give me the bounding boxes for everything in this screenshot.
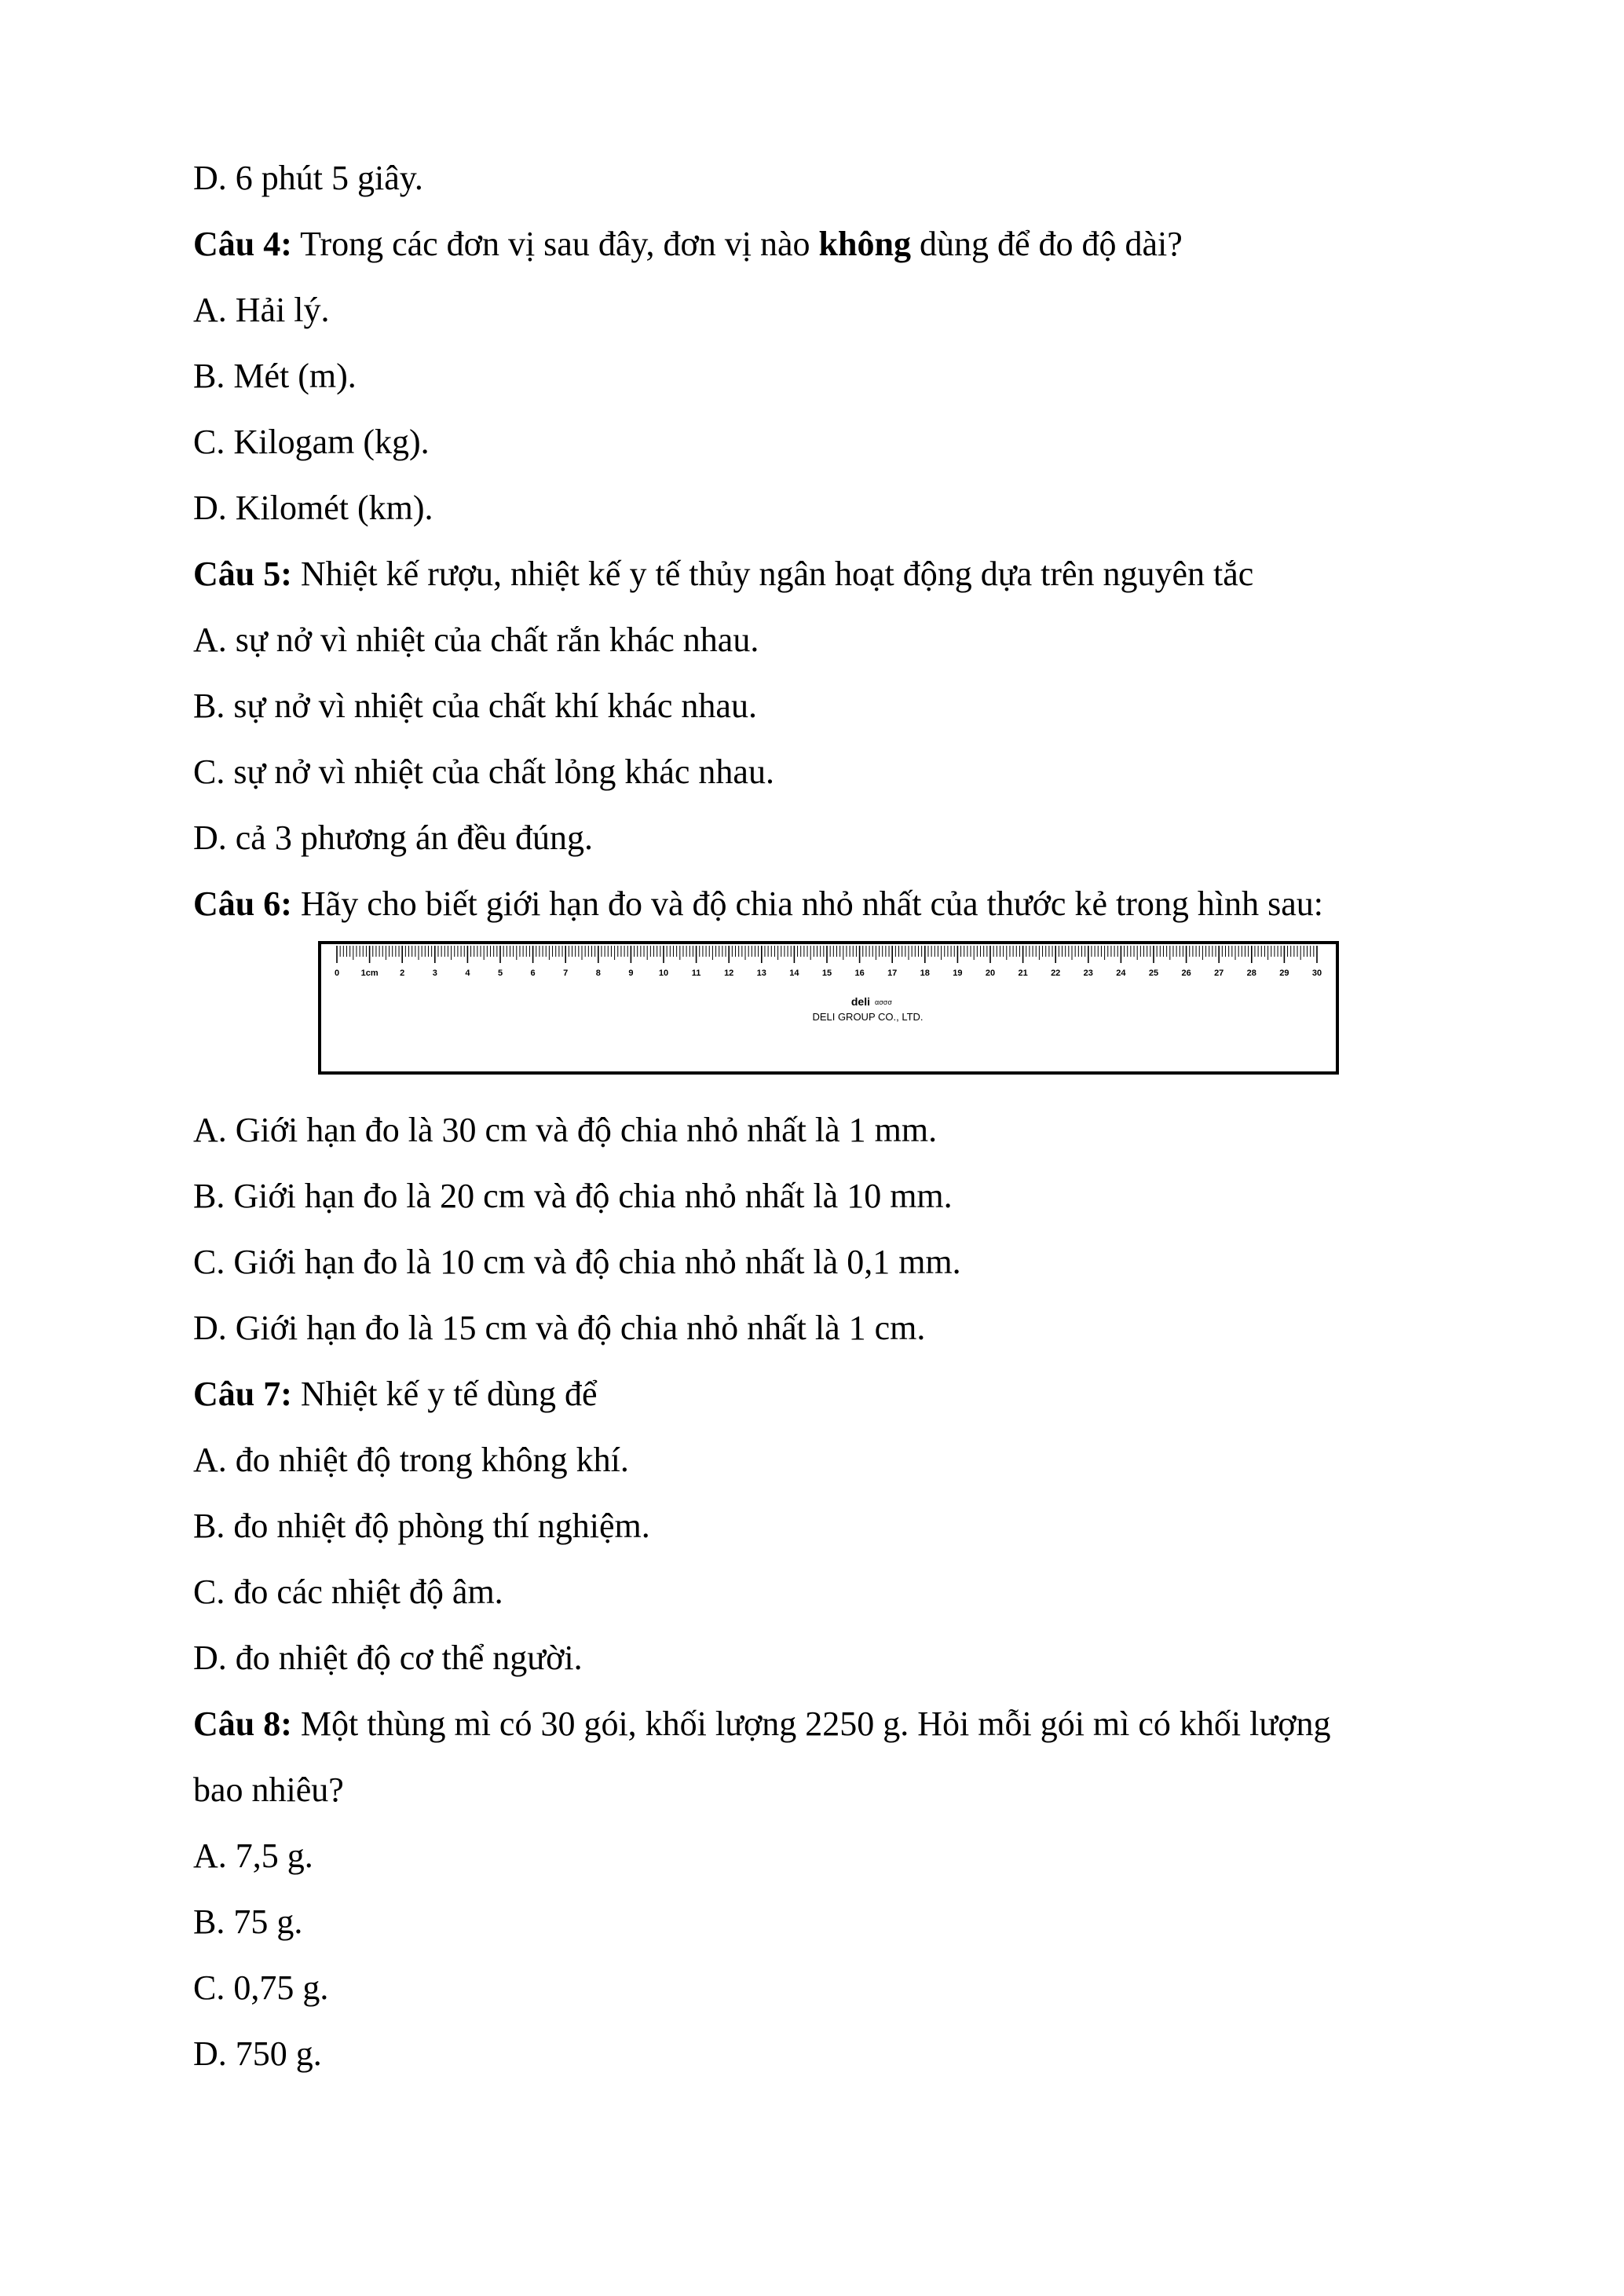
q4-label: Câu 4:	[193, 225, 292, 263]
ruler-scale-label: 6	[530, 969, 536, 978]
q7-option-b: B. đo nhiệt độ phòng thí nghiệm.	[193, 1507, 650, 1545]
ruler-scale-label: 1cm	[360, 969, 379, 978]
q8-option-a: A. 7,5 g.	[193, 1836, 313, 1875]
ruler-scale-label: 22	[1051, 969, 1061, 978]
ruler-brand-logo: deli	[850, 995, 870, 1008]
ruler-scale-label: 24	[1116, 969, 1126, 978]
ruler-scale-label: 20	[985, 969, 996, 978]
q6-option-d: D. Giới hạn đo là 15 cm và độ chia nhỏ nhất là 1 cm.	[193, 1309, 926, 1347]
q7-option-d: D. đo nhiệt độ cơ thể người.	[193, 1639, 583, 1677]
ruler-scale-label: 5	[497, 969, 503, 978]
ruler-scale-label: 23	[1083, 969, 1093, 978]
q6-option-a: A. Giới hạn đo là 30 cm và độ chia nhỏ nhất là 1 mm.	[193, 1111, 938, 1149]
ruler-scale-label: 9	[628, 969, 634, 978]
q6-question: Câu 6: Hãy cho biết giới hạn đo và độ chia nhỏ nhất của thước kẻ trong hình sau:	[193, 884, 1323, 923]
ruler-scale-label: 4	[465, 969, 470, 978]
ruler-figure	[318, 941, 1339, 1075]
ruler-scale-label: 27	[1214, 969, 1224, 978]
q4-option-a: A. Hải lý.	[193, 291, 330, 329]
q6-option-c: C. Giới hạn đo là 10 cm và độ chia nhỏ nhất là 0,1 mm.	[193, 1243, 961, 1281]
ruler-scale-label: 10	[658, 969, 669, 978]
ruler-scale-label: 16	[854, 969, 865, 978]
ruler-scale-label: 30	[1311, 969, 1322, 978]
ruler-scale-label: 19	[953, 969, 963, 978]
q7-option-a: A. đo nhiệt độ trong không khí.	[193, 1441, 629, 1479]
ruler-maker-text: DELI GROUP CO., LTD.	[812, 1011, 924, 1023]
ruler-scale-label: 0	[334, 969, 340, 978]
ruler-scale-label: 26	[1181, 969, 1191, 978]
q4-option-b: B. Mét (m).	[193, 357, 357, 395]
q8-option-c: C. 0,75 g.	[193, 1968, 329, 2007]
ruler-outline	[320, 943, 1337, 1073]
q7-question: Câu 7: Nhiệt kế y tế dùng để	[193, 1375, 598, 1413]
q8-question-cont: bao nhiêu?	[193, 1771, 344, 1809]
ruler-scale-label: 13	[756, 969, 766, 978]
q5-label: Câu 5:	[193, 555, 292, 593]
ruler-scale-label: 15	[821, 969, 832, 978]
ruler-scale-label: 14	[789, 969, 799, 978]
ruler-scale-label: 17	[887, 969, 898, 978]
q4-emphasis: không	[818, 225, 911, 263]
q8-label: Câu 8:	[193, 1705, 292, 1743]
ruler-scale-label: 8	[595, 969, 601, 978]
q6-option-b: B. Giới hạn đo là 20 cm và độ chia nhỏ nhất là 10 mm.	[193, 1177, 953, 1215]
ruler-scale-label: 3	[432, 969, 437, 978]
ruler-scale-label: 2	[400, 969, 405, 978]
q7-option-c: C. đo các nhiệt độ âm.	[193, 1573, 503, 1611]
q3-option-d: D. 6 phút 5 giây.	[193, 159, 423, 197]
q6-label: Câu 6:	[193, 884, 292, 923]
ruler-scale-label: 7	[563, 969, 569, 978]
ruler-scale-label: 11	[691, 969, 701, 978]
q5-option-b: B. sự nở vì nhiệt của chất khí khác nhau.	[193, 687, 757, 725]
ruler-image	[318, 941, 1339, 1075]
q7-label: Câu 7:	[193, 1375, 292, 1413]
q5-option-d: D. cả 3 phương án đều đúng.	[193, 818, 594, 857]
ruler-brand-small: ασσσ	[875, 998, 892, 1006]
ruler-scale-label: 25	[1148, 969, 1159, 978]
ruler-scale-label: 28	[1246, 969, 1256, 978]
q5-question: Câu 5: Nhiệt kế rượu, nhiệt kế y tế thủy ngân hoạt động dựa trên nguyên tắc	[193, 555, 1254, 593]
q4-option-c: C. Kilogam (kg).	[193, 423, 430, 461]
q8-question: Câu 8: Một thùng mì có 30 gói, khối lượng 2250 g. Hỏi mỗi gói mì có khối lượng	[193, 1705, 1331, 1743]
ruler-scale-label: 12	[724, 969, 734, 978]
ruler-scale-label: 29	[1279, 969, 1289, 978]
q4-question: Câu 4: Trong các đơn vị sau đây, đơn vị nào không dùng để đo độ dài?	[193, 225, 1183, 263]
q5-option-c: C. sự nở vì nhiệt của chất lỏng khác nhau.	[193, 753, 774, 791]
ruler-scale-label: 18	[920, 969, 930, 978]
q5-option-a: A. sự nở vì nhiệt của chất rắn khác nhau.	[193, 621, 759, 659]
ruler-scale-label: 21	[1018, 969, 1028, 978]
q8-option-d: D. 750 g.	[193, 2034, 322, 2073]
q4-option-d: D. Kilomét (km).	[193, 489, 433, 527]
q8-option-b: B. 75 g.	[193, 1902, 303, 1941]
